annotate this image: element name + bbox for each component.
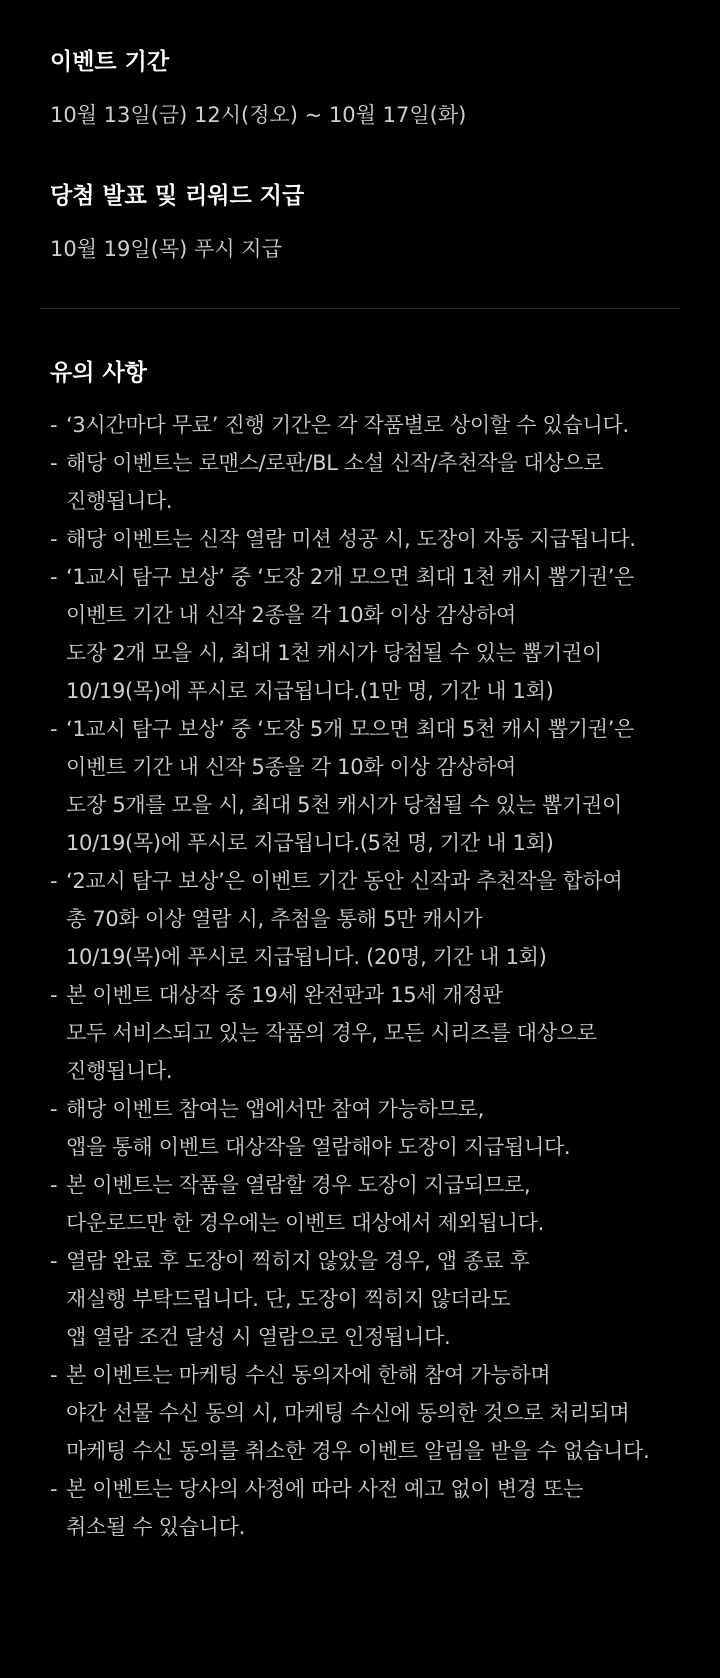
note-text [66,1166,670,1242]
note-bullet: - [50,1249,58,1273]
note-line: 10/19(목)에 푸시로 지급됩니다.(1만 명, 기간 내 1회) [66,679,554,703]
note-line: ‘3시간마다 무료’ 진행 기간은 각 작품별로 상이할 수 있습니다. [66,413,629,437]
note-item [50,1470,670,1546]
note-line: ‘2교시 탐구 보상’은 이벤트 기간 동안 신작과 추천작을 합하여 [66,869,623,893]
note-line: 재실행 부탁드립니다. 단, 도장이 찍히지 않더라도 [66,1287,511,1311]
note-item [50,862,670,976]
note-item [50,444,670,520]
event-period-value: 10월 13일(금) 12시(정오) ~ 10월 17일(화) [50,103,467,127]
announcement-value: 10월 19일(목) 푸시 지급 [50,237,282,261]
notes-list [50,406,670,1546]
note-bullet: - [50,565,58,589]
note-item [50,1356,670,1470]
note-bullet: - [50,1097,58,1121]
note-line: 해당 이벤트는 로맨스/로판/BL 소설 신작/추천작을 대상으로 [66,451,604,475]
note-item [50,1242,670,1356]
note-bullet: - [50,983,58,1007]
note-text [66,1090,670,1166]
note-text [66,1242,670,1356]
note-line: 열람 완료 후 도장이 찍히지 않았을 경우, 앱 종료 후 [66,1249,530,1273]
note-bullet: - [50,1363,58,1387]
note-bullet: - [50,869,58,893]
note-text [66,710,670,862]
note-text [66,1356,670,1470]
note-bullet: - [50,413,58,437]
note-bullet: - [50,717,58,741]
note-line: 본 이벤트는 작품을 열람할 경우 도장이 지급되므로, [66,1173,531,1197]
note-item [50,520,670,558]
note-line: 야간 선물 수신 동의 시, 마케팅 수신에 동의한 것으로 처리되며 [66,1401,630,1425]
notes-title: 유의 사항 [50,360,147,386]
note-line: 도장 2개 모을 시, 최대 1천 캐시가 당첨될 수 있는 뽑기권이 [66,641,602,665]
note-text [66,520,670,558]
note-line: 다운로드만 한 경우에는 이벤트 대상에서 제외됩니다. [66,1211,544,1235]
note-text [66,406,670,444]
note-item [50,710,670,862]
note-item [50,1090,670,1166]
note-line: 본 이벤트는 마케팅 수신 동의자에 한해 참여 가능하며 [66,1363,551,1387]
note-line: 본 이벤트 대상작 중 19세 완전판과 15세 개정판 [66,983,503,1007]
note-line: 앱을 통해 이벤트 대상작을 열람해야 도장이 지급됩니다. [66,1135,571,1159]
note-line: 해당 이벤트 참여는 앱에서만 참여 가능하므로, [66,1097,484,1121]
note-line: 본 이벤트는 당사의 사정에 따라 사전 예고 없이 변경 또는 [66,1477,584,1501]
note-line: 도장 5개를 모을 시, 최대 5천 캐시가 당첨될 수 있는 뽑기권이 [66,793,622,817]
note-item [50,406,670,444]
note-line: 10/19(목)에 푸시로 지급됩니다.(5천 명, 기간 내 1회) [66,831,554,855]
note-line: 진행됩니다. [66,489,173,513]
note-bullet: - [50,1477,58,1501]
note-item [50,558,670,710]
note-text [66,976,670,1090]
event-period-title: 이벤트 기간 [50,49,170,75]
note-line: 10/19(목)에 푸시로 지급됩니다. (20명, 기간 내 1회) [66,945,547,969]
note-line: 이벤트 기간 내 신작 2종을 각 10화 이상 감상하여 [66,603,516,627]
note-item [50,1166,670,1242]
note-line: 총 70화 이상 열람 시, 추첨을 통해 5만 캐시가 [66,907,483,931]
note-bullet: - [50,527,58,551]
note-text [66,444,670,520]
note-line: ‘1교시 탐구 보상’ 중 ‘도장 2개 모으면 최대 1천 캐시 뽑기권’은 [66,565,635,589]
section-divider [40,308,680,309]
note-line: 앱 열람 조건 달성 시 열람으로 인정됩니다. [66,1325,451,1349]
note-line: 취소될 수 있습니다. [66,1515,246,1539]
note-text [66,1470,670,1546]
note-bullet: - [50,1173,58,1197]
note-line: 진행됩니다. [66,1059,173,1083]
note-text [66,862,670,976]
note-text [66,558,670,710]
note-line: 마케팅 수신 동의를 취소한 경우 이벤트 알림을 받을 수 없습니다. [66,1439,650,1463]
note-item [50,976,670,1090]
note-line: 모두 서비스되고 있는 작품의 경우, 모든 시리즈를 대상으로 [66,1021,597,1045]
note-line: 이벤트 기간 내 신작 5종을 각 10화 이상 감상하여 [66,755,516,779]
announcement-title: 당첨 발표 및 리워드 지급 [50,183,305,209]
note-bullet: - [50,451,58,475]
note-line: ‘1교시 탐구 보상’ 중 ‘도장 5개 모으면 최대 5천 캐시 뽑기권’은 [66,717,635,741]
note-line: 해당 이벤트는 신작 열람 미션 성공 시, 도장이 자동 지급됩니다. [66,527,636,551]
